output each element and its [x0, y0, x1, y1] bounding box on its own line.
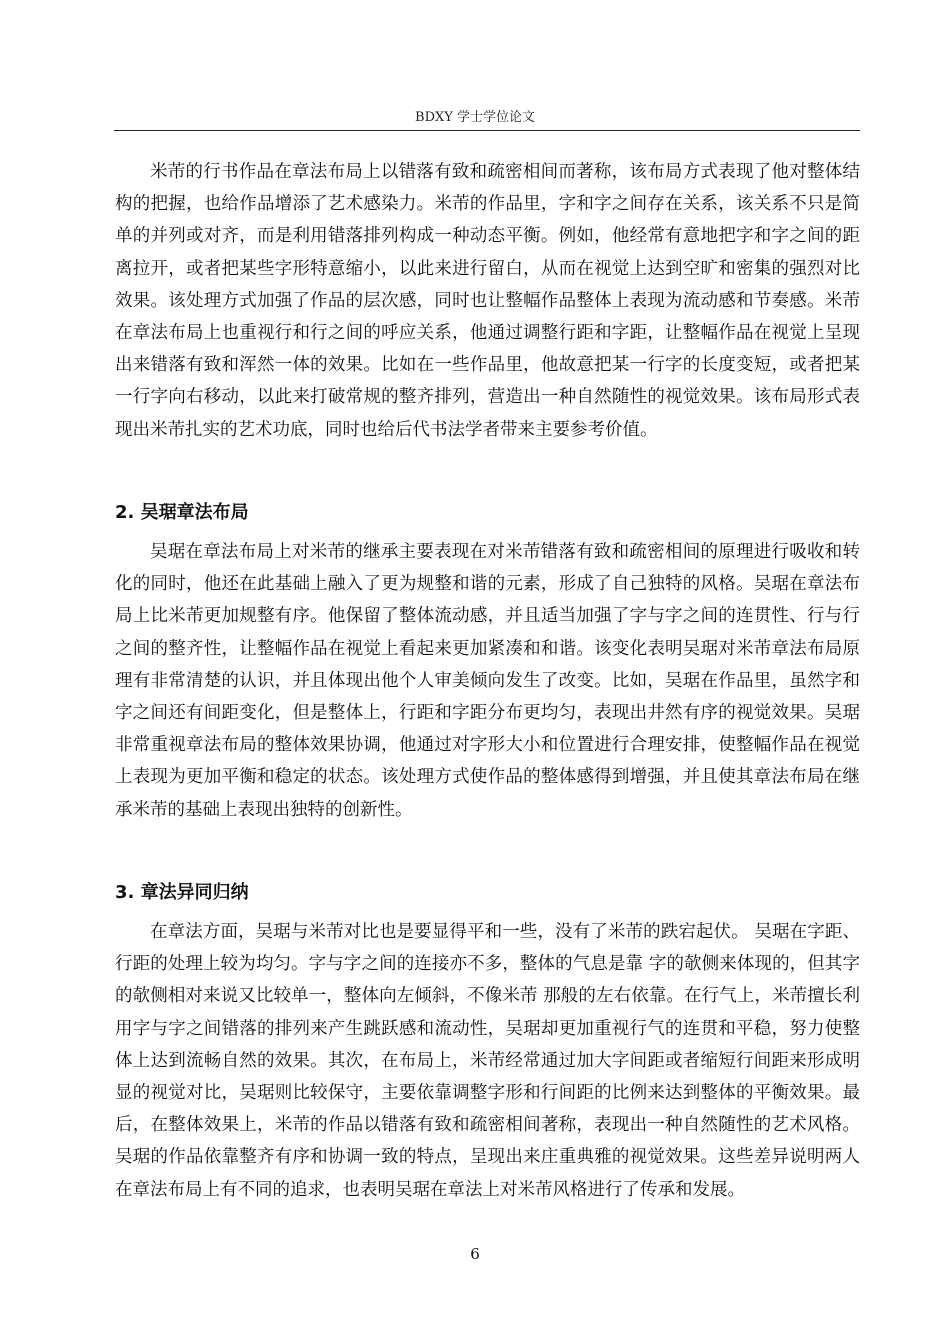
body-paragraph-1: 米芾的行书作品在章法布局上以错落有致和疏密相间而著称，该布局方式表现了他对整体结构的把握，也给作品增添了艺术感染力。米芾的作品里，字和字之间存在关系，该关系不只是简单的并列或对齐，而是利用错落排列构成一种动态平衡。例如，他经常有意地把字和字之间的距离拉开，或者把某些字形特意缩小，以此来进行留白，从而在视觉上达到空旷和密集的强烈对比效果。该处理方式加强了作品的层次感，同时也让整幅作品整体上表现为流动感和节奏感。米芾在章法布局上也重视行和行之间的呼应关系，他通过调整行距和字距，让整幅作品在视觉上呈现出来错落有致和浑然一体的效果。比如在一些作品里，他故意把某一行字的长度变短，或者把某一行字向右移动，以此来打破常规的整齐排列，营造出一种自然随性的视觉效果。该布局形式表现出米芾扎实的艺术功底，同时也给后代书法学者带来主要参考价值。: [115, 162, 860, 440]
section-heading-2: 2. 吴琚章法布局: [115, 502, 249, 523]
page-number: 6: [470, 1245, 480, 1263]
body-paragraph-2: 吴琚在章法布局上对米芾的继承主要表现在对米芾错落有致和疏密相间的原理进行吸收和转化的同时，他还在此基础上融入了更为规整和谐的元素，形成了自己独特的风格。吴琚在章法布局上比米芾更加规整有序。他保留了整体流动感，并且适当加强了字与字之间的连贯性、行与行之间的整齐性，让整幅作品在视觉上看起来更加紧凑和和谐。该变化表明吴琚对米芾章法布局原理有非常清楚的认识，并且体现出他个人审美倾向发生了改变。比如，吴琚在作品里，虽然字和字之间还有间距变化，但是整体上，行距和字距分布更均匀，表现出井然有序的视觉效果。吴琚非常重视章法布局的整体效果协调，他通过对字形大小和位置进行合理安排，使整幅作品在视觉上表现为更加平衡和稳定的状态。该处理方式使作品的整体感得到增强，并且使其章法布局在继承米芾的基础上表现出独特的创新性。: [115, 542, 860, 820]
running-header: BDXY 学士学位论文: [415, 110, 535, 125]
header-divider: [114, 130, 860, 131]
body-paragraph-3: 在章法方面，吴琚与米芾对比也是要显得平和一些，没有了米芾的跌宕起伏。 吴琚在字距、行距的处理上较为均匀。字与字之间的连接亦不多，整体的气息是靠 字的欹侧来体现的，但其字的欹侧相对来说又比较单一，整体向左倾斜，不像米芾 那般的左右依靠。在行气上，米芾擅长利用字与字之间错落的排列来产生跳跃感和流动性，吴琚却更加重视行气的连贯和平稳，努力使整体上达到流畅自然的效果。其次，在布局上，米芾经常通过加大字间距或者缩短行间距来形成明显的视觉对比，吴琚则比较保守，主要依靠调整字形和行间距的比例来达到整体的平衡效果。最后，在整体效果上，米芾的作品以错落有致和疏密相间著称，表现出一种自然随性的艺术风格。吴琚的作品依靠整齐有序和协调一致的特点，呈现出来庄重典雅的视觉效果。这些差异说明两人在章法布局上有不同的追求，也表明吴琚在章法上对米芾风格进行了传承和发展。: [115, 922, 860, 1200]
section-heading-3: 3. 章法异同归纳: [115, 882, 249, 903]
